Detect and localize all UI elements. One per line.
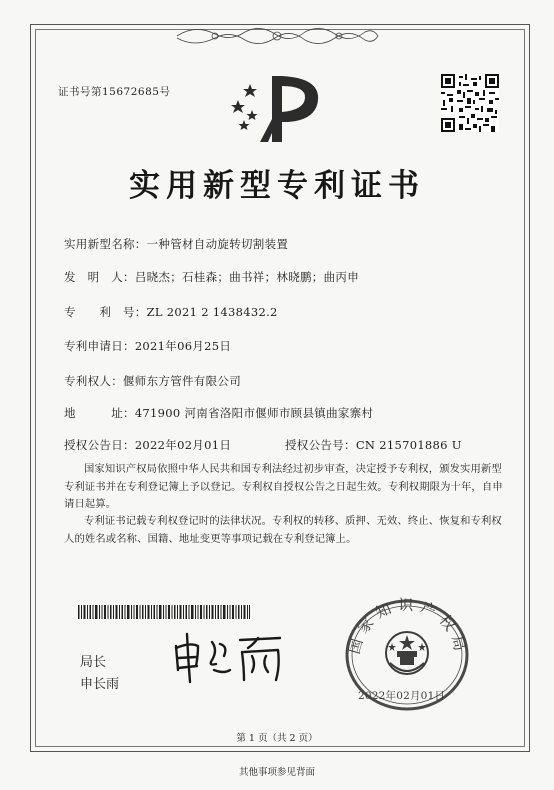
utility-name-row <box>64 236 288 252</box>
seal-text: 国家知识产权局 <box>346 597 469 659</box>
patent-number-label: 专 利 号： <box>64 305 147 319</box>
filing-date-label: 专利申请日： <box>64 339 135 353</box>
inventor-row <box>64 269 359 285</box>
statement-text-1: 国家知识产权局依照中华人民共和国专利法经过初步审查，决定授予专利权，颁发实用新型专利证书并在专利登记簿上予以登记。专利权自授权公告之日起生效。专利权期限为十年，自申请日起算。 <box>64 463 503 510</box>
address-label: 地 址： <box>64 406 135 420</box>
footer-note: 其他事项参见背面 <box>238 767 315 778</box>
statement-paragraph-1 <box>64 461 504 514</box>
page-number: 第 1 页（共 2 页） <box>236 733 318 744</box>
inventor-value: 吕晓杰；石桂森；曲书祥；林晓鹏；曲丙申 <box>134 270 360 284</box>
grant-number-value: CN 215701886 U <box>355 438 462 452</box>
grant-date-label: 授权公告日： <box>64 438 135 452</box>
filing-date-value: 2021年06月25日 <box>134 339 232 353</box>
grant-date-value: 2022年02月01日 <box>134 438 232 452</box>
svg-text:国家知识产权局 <box>346 597 469 659</box>
grant-number-label: 授权公告号： <box>285 438 356 452</box>
patent-number-row <box>64 304 278 320</box>
address-row <box>64 405 373 421</box>
grant-date-row <box>64 437 231 453</box>
statement-paragraph-2 <box>64 513 504 548</box>
address-value: 471900 河南省洛阳市偃师市顾县镇曲家寨村 <box>134 406 374 420</box>
seal-date: 2022年02月01日 <box>358 690 446 702</box>
patentee-value: 偃师东方管件有限公司 <box>123 374 241 388</box>
utility-name-label: 实用新型名称： <box>64 237 147 251</box>
certificate-number: 证书号第15672685号 <box>58 86 171 98</box>
patentee-label: 专利权人： <box>64 374 123 388</box>
qr-code <box>441 74 499 132</box>
grant-number-row <box>285 437 462 453</box>
filing-date-row <box>64 338 231 354</box>
patent-number-value: ZL 2021 2 1438432.2 <box>146 305 278 319</box>
barcode <box>78 605 250 619</box>
top-ornament <box>175 22 380 50</box>
utility-name-value: 一种管材自动旋转切割装置 <box>146 237 289 251</box>
director-signature <box>168 630 288 684</box>
director-name: 申长雨 <box>80 677 120 692</box>
director-title: 局长 <box>80 655 107 670</box>
statement-text-2: 专利证书记载专利权登记时的法律状况。专利权的转移、质押、无效、终止、恢复和专利权人的姓名或名称、国籍、地址变更等事项记载在专利登记簿上。 <box>64 515 502 545</box>
inventor-label: 发 明 人： <box>64 270 135 284</box>
patentee-row <box>64 373 241 389</box>
patent-office-emblem <box>230 70 330 148</box>
certificate-title: 实用新型专利证书 <box>129 168 425 204</box>
